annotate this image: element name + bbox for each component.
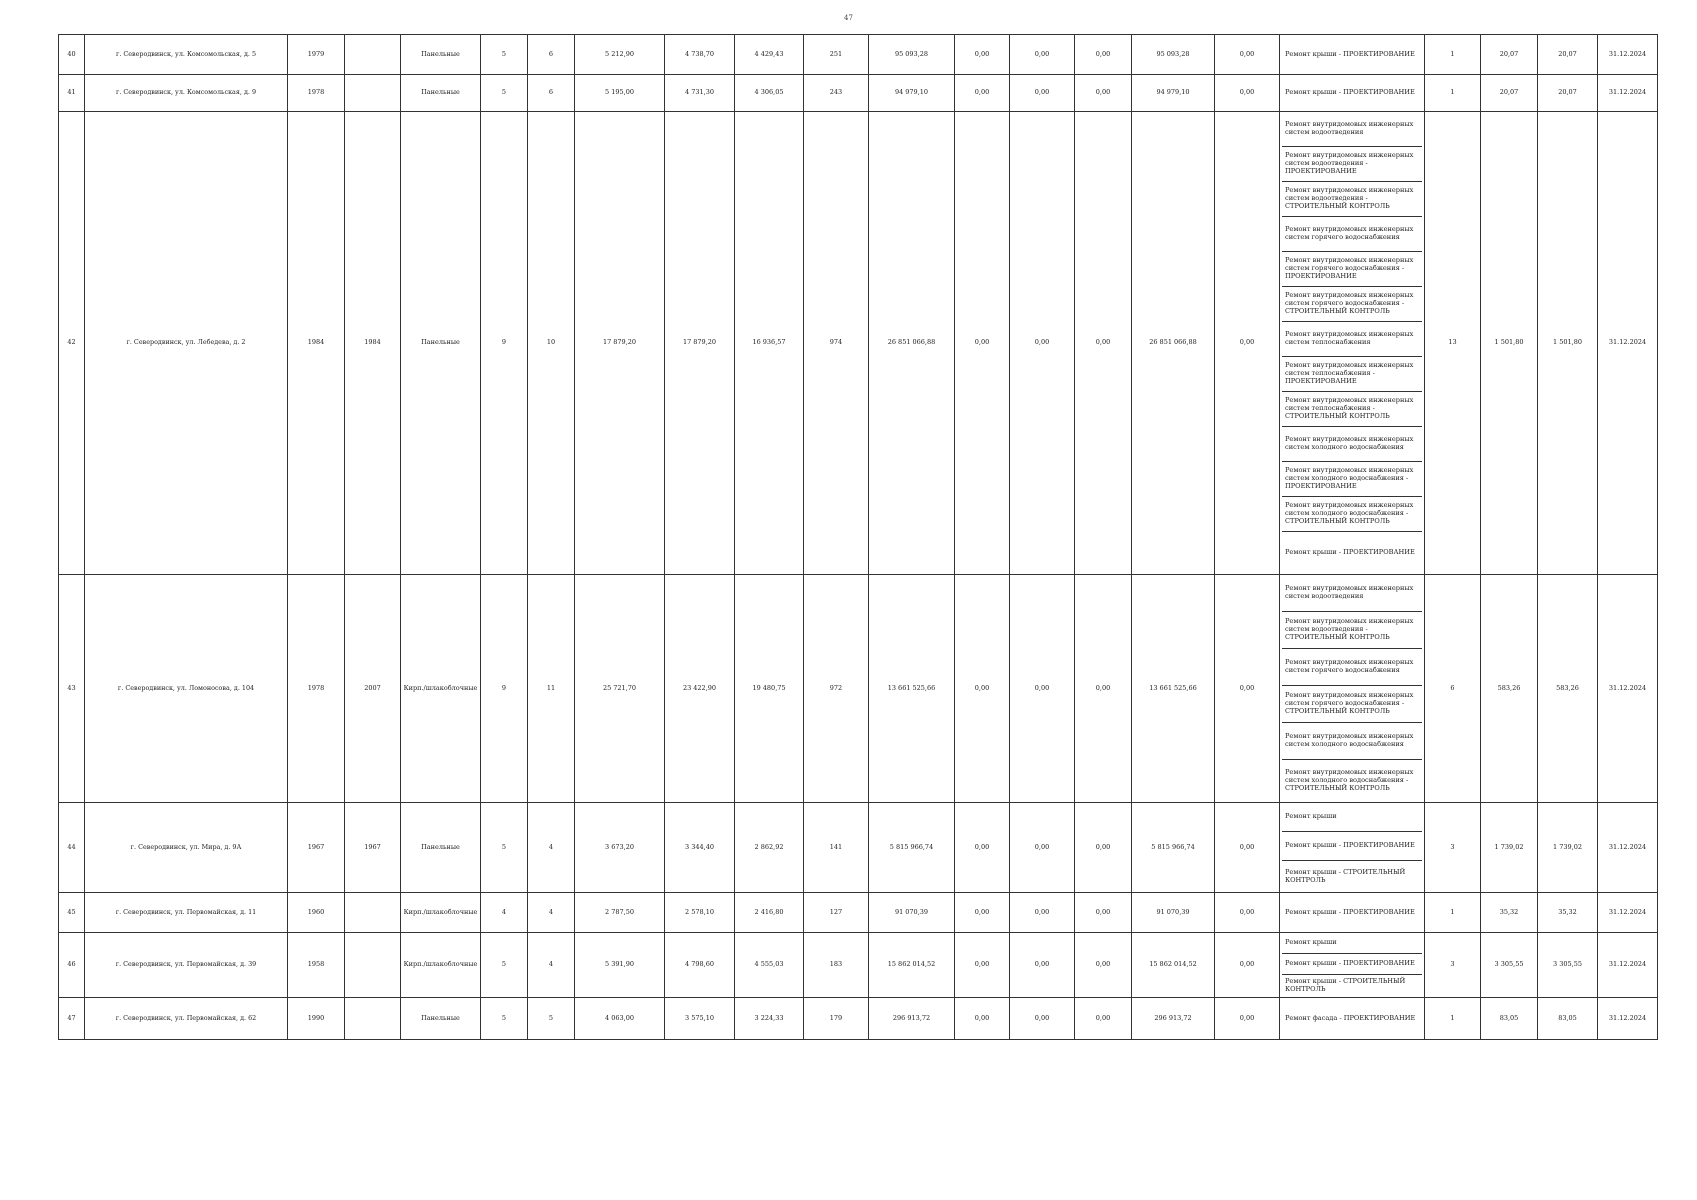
address-cell: г. Северодвинск, ул. Лебедева, д. 2	[85, 112, 288, 575]
cost-local-budget-cell: 0,00	[1075, 933, 1132, 998]
work-count-cell: 1	[1425, 75, 1481, 112]
work-item: Ремонт внутридомовых инженерных систем водоотведения - ПРОЕКТИРОВАНИЕ	[1282, 147, 1422, 182]
cost-region-budget-cell: 0,00	[1010, 803, 1075, 893]
work-count-cell: 1	[1425, 998, 1481, 1040]
cost-total-cell: 5 815 966,74	[869, 803, 955, 893]
work-item: Ремонт внутридомовых инженерных систем холодного водоснабжения - ПРОЕКТИРОВАНИЕ	[1282, 462, 1422, 497]
unit-cost-cell: 20,07	[1481, 75, 1538, 112]
residents-cell: 141	[804, 803, 869, 893]
cost-fund-cell: 0,00	[955, 75, 1010, 112]
area-living-cell: 2 578,10	[665, 893, 735, 933]
table-row	[59, 575, 1658, 803]
year-built-cell: 1990	[288, 998, 345, 1040]
row-number: 47	[59, 998, 85, 1040]
year-built-cell: 1979	[288, 35, 345, 75]
row-number: 41	[59, 75, 85, 112]
cost-other-cell: 0,00	[1215, 575, 1280, 803]
works-cell	[1280, 575, 1425, 803]
deadline-cell: 31.12.2024	[1598, 998, 1658, 1040]
unit-cost-cell: 1 739,02	[1481, 803, 1538, 893]
work-item: Ремонт внутридомовых инженерных систем холодного водоснабжения - СТРОИТЕЛЬНЫЙ КОНТРОЛЬ	[1282, 497, 1422, 532]
cost-region-budget-cell: 0,00	[1010, 998, 1075, 1040]
address-cell: г. Северодвинск, ул. Первомайская, д. 11	[85, 893, 288, 933]
area-owned-cell: 3 224,33	[735, 998, 804, 1040]
row-number: 45	[59, 893, 85, 933]
cost-other-cell: 0,00	[1215, 35, 1280, 75]
year-built-cell: 1960	[288, 893, 345, 933]
address-cell: г. Северодвинск, ул. Комсомольская, д. 5	[85, 35, 288, 75]
work-item: Ремонт внутридомовых инженерных систем теплоснабжения - СТРОИТЕЛЬНЫЙ КОНТРОЛЬ	[1282, 392, 1422, 427]
works-cell	[1280, 893, 1425, 933]
cost-local-budget-cell: 0,00	[1075, 575, 1132, 803]
year-reconstruction-cell: 1967	[345, 803, 401, 893]
table-row	[59, 998, 1658, 1040]
cost-owners-cell: 91 070,39	[1132, 893, 1215, 933]
area-living-cell: 4 798,60	[665, 933, 735, 998]
wall-material-cell: Панельные	[401, 803, 481, 893]
row-number: 42	[59, 112, 85, 575]
entrances-cell: 11	[528, 575, 575, 803]
cost-other-cell: 0,00	[1215, 998, 1280, 1040]
work-count-cell: 1	[1425, 35, 1481, 75]
work-count-cell: 13	[1425, 112, 1481, 575]
floors-cell: 5	[481, 998, 528, 1040]
floors-cell: 4	[481, 893, 528, 933]
residents-cell: 974	[804, 112, 869, 575]
address-cell: г. Северодвинск, ул. Первомайская, д. 62	[85, 998, 288, 1040]
work-count-cell: 3	[1425, 933, 1481, 998]
table-row	[59, 75, 1658, 112]
entrances-cell: 4	[528, 893, 575, 933]
wall-material-cell: Кирп./шлакоблочные	[401, 933, 481, 998]
max-unit-cost-cell: 583,26	[1538, 575, 1598, 803]
cost-fund-cell: 0,00	[955, 112, 1010, 575]
wall-material-cell: Панельные	[401, 35, 481, 75]
table-row	[59, 803, 1658, 893]
year-built-cell: 1967	[288, 803, 345, 893]
work-count-cell: 3	[1425, 803, 1481, 893]
max-unit-cost-cell: 1 501,80	[1538, 112, 1598, 575]
work-item: Ремонт внутридомовых инженерных систем водоотведения	[1282, 112, 1422, 147]
area-total-cell: 5 212,90	[575, 35, 665, 75]
unit-cost-cell: 83,05	[1481, 998, 1538, 1040]
floors-cell: 9	[481, 575, 528, 803]
wall-material-cell: Кирп./шлакоблочные	[401, 893, 481, 933]
year-built-cell: 1958	[288, 933, 345, 998]
max-unit-cost-cell: 20,07	[1538, 75, 1598, 112]
area-total-cell: 3 673,20	[575, 803, 665, 893]
cost-local-budget-cell: 0,00	[1075, 803, 1132, 893]
entrances-cell: 5	[528, 998, 575, 1040]
deadline-cell: 31.12.2024	[1598, 803, 1658, 893]
work-item: Ремонт внутридомовых инженерных систем горячего водоснабжения - СТРОИТЕЛЬНЫЙ КОНТРОЛЬ	[1282, 686, 1422, 723]
max-unit-cost-cell: 3 305,55	[1538, 933, 1598, 998]
area-owned-cell: 16 936,57	[735, 112, 804, 575]
work-item: Ремонт внутридомовых инженерных систем холодного водоснабжения	[1282, 723, 1422, 760]
residents-cell: 243	[804, 75, 869, 112]
works-cell	[1280, 933, 1425, 998]
residents-cell: 179	[804, 998, 869, 1040]
works-cell	[1280, 112, 1425, 575]
deadline-cell: 31.12.2024	[1598, 75, 1658, 112]
year-built-cell: 1978	[288, 75, 345, 112]
works-cell	[1280, 998, 1425, 1040]
work-item: Ремонт внутридомовых инженерных систем холодного водоснабжения - СТРОИТЕЛЬНЫЙ КОНТРОЛЬ	[1285, 768, 1414, 792]
work-item: Ремонт внутридомовых инженерных систем горячего водоснабжения	[1282, 217, 1422, 252]
work-item: Ремонт внутридомовых инженерных систем теплоснабжения - ПРОЕКТИРОВАНИЕ	[1282, 357, 1422, 392]
cost-fund-cell: 0,00	[955, 575, 1010, 803]
entrances-cell: 6	[528, 75, 575, 112]
address-cell: г. Северодвинск, ул. Ломоносова, д. 104	[85, 575, 288, 803]
area-owned-cell: 4 555,03	[735, 933, 804, 998]
area-living-cell: 17 879,20	[665, 112, 735, 575]
work-item: Ремонт крыши	[1282, 933, 1422, 954]
cost-total-cell: 95 093,28	[869, 35, 955, 75]
cost-local-budget-cell: 0,00	[1075, 35, 1132, 75]
floors-cell: 5	[481, 35, 528, 75]
area-living-cell: 23 422,90	[665, 575, 735, 803]
address-cell: г. Северодвинск, ул. Мира, д. 9А	[85, 803, 288, 893]
unit-cost-cell: 20,07	[1481, 35, 1538, 75]
work-item: Ремонт внутридомовых инженерных систем водоотведения	[1282, 575, 1422, 612]
area-owned-cell: 19 480,75	[735, 575, 804, 803]
deadline-cell: 31.12.2024	[1598, 893, 1658, 933]
works-cell	[1280, 803, 1425, 893]
year-reconstruction-cell: 1984	[345, 112, 401, 575]
table-row	[59, 893, 1658, 933]
row-number: 40	[59, 35, 85, 75]
deadline-cell: 31.12.2024	[1598, 575, 1658, 803]
cost-total-cell: 94 979,10	[869, 75, 955, 112]
cost-local-budget-cell: 0,00	[1075, 75, 1132, 112]
wall-material-cell: Панельные	[401, 112, 481, 575]
table-row	[59, 35, 1658, 75]
cost-local-budget-cell: 0,00	[1075, 112, 1132, 575]
area-owned-cell: 2 416,80	[735, 893, 804, 933]
area-living-cell: 3 575,10	[665, 998, 735, 1040]
deadline-cell: 31.12.2024	[1598, 112, 1658, 575]
cost-total-cell: 13 661 525,66	[869, 575, 955, 803]
max-unit-cost-cell: 83,05	[1538, 998, 1598, 1040]
year-reconstruction-cell	[345, 998, 401, 1040]
entrances-cell: 10	[528, 112, 575, 575]
row-number: 43	[59, 575, 85, 803]
cost-local-budget-cell: 0,00	[1075, 998, 1132, 1040]
area-owned-cell: 4 429,43	[735, 35, 804, 75]
floors-cell: 5	[481, 75, 528, 112]
cost-owners-cell: 13 661 525,66	[1132, 575, 1215, 803]
cost-other-cell: 0,00	[1215, 893, 1280, 933]
work-item: Ремонт крыши - СТРОИТЕЛЬНЫЙ КОНТРОЛЬ	[1285, 977, 1406, 993]
cost-region-budget-cell: 0,00	[1010, 575, 1075, 803]
work-item: Ремонт крыши	[1282, 803, 1422, 832]
page-number: 47	[844, 14, 853, 22]
work-item: Ремонт внутридомовых инженерных систем водоотведения - СТРОИТЕЛЬНЫЙ КОНТРОЛЬ	[1282, 612, 1422, 649]
area-total-cell: 2 787,50	[575, 893, 665, 933]
work-count-cell: 6	[1425, 575, 1481, 803]
cost-other-cell: 0,00	[1215, 75, 1280, 112]
residents-cell: 251	[804, 35, 869, 75]
year-reconstruction-cell	[345, 75, 401, 112]
area-total-cell: 4 063,00	[575, 998, 665, 1040]
max-unit-cost-cell: 20,07	[1538, 35, 1598, 75]
work-item: Ремонт внутридомовых инженерных систем горячего водоснабжения - ПРОЕКТИРОВАНИЕ	[1282, 252, 1422, 287]
cost-owners-cell: 94 979,10	[1132, 75, 1215, 112]
work-item: Ремонт внутридомовых инженерных систем водоотведения - СТРОИТЕЛЬНЫЙ КОНТРОЛЬ	[1282, 182, 1422, 217]
area-total-cell: 25 721,70	[575, 575, 665, 803]
work-count-cell: 1	[1425, 893, 1481, 933]
cost-fund-cell: 0,00	[955, 998, 1010, 1040]
cost-total-cell: 26 851 066,88	[869, 112, 955, 575]
work-item: Ремонт внутридомовых инженерных систем горячего водоснабжения - СТРОИТЕЛЬНЫЙ КОНТРОЛЬ	[1282, 287, 1422, 322]
row-number: 46	[59, 933, 85, 998]
cost-fund-cell: 0,00	[955, 933, 1010, 998]
year-reconstruction-cell	[345, 933, 401, 998]
cost-fund-cell: 0,00	[955, 803, 1010, 893]
address-cell: г. Северодвинск, ул. Первомайская, д. 39	[85, 933, 288, 998]
cost-region-budget-cell: 0,00	[1010, 933, 1075, 998]
year-reconstruction-cell	[345, 893, 401, 933]
cost-owners-cell: 296 913,72	[1132, 998, 1215, 1040]
floors-cell: 5	[481, 933, 528, 998]
row-number: 44	[59, 803, 85, 893]
cost-region-budget-cell: 0,00	[1010, 893, 1075, 933]
cost-owners-cell: 95 093,28	[1132, 35, 1215, 75]
residents-cell: 127	[804, 893, 869, 933]
cost-owners-cell: 15 862 014,52	[1132, 933, 1215, 998]
cost-owners-cell: 26 851 066,88	[1132, 112, 1215, 575]
cost-total-cell: 15 862 014,52	[869, 933, 955, 998]
table-row	[59, 933, 1658, 998]
work-item: Ремонт крыши - ПРОЕКТИРОВАНИЕ	[1285, 907, 1415, 916]
cost-local-budget-cell: 0,00	[1075, 893, 1132, 933]
area-owned-cell: 4 306,05	[735, 75, 804, 112]
year-built-cell: 1984	[288, 112, 345, 575]
works-cell	[1280, 75, 1425, 112]
work-item: Ремонт фасада - ПРОЕКТИРОВАНИЕ	[1285, 1013, 1416, 1022]
deadline-cell: 31.12.2024	[1598, 933, 1658, 998]
work-item: Ремонт внутридомовых инженерных систем холодного водоснабжения	[1282, 427, 1422, 462]
work-item: Ремонт крыши - СТРОИТЕЛЬНЫЙ КОНТРОЛЬ	[1285, 867, 1406, 884]
area-total-cell: 5 195,00	[575, 75, 665, 112]
floors-cell: 5	[481, 803, 528, 893]
work-item: Ремонт внутридомовых инженерных систем теплоснабжения	[1282, 322, 1422, 357]
work-item: Ремонт крыши - ПРОЕКТИРОВАНИЕ	[1282, 832, 1422, 861]
cost-fund-cell: 0,00	[955, 35, 1010, 75]
unit-cost-cell: 3 305,55	[1481, 933, 1538, 998]
entrances-cell: 6	[528, 35, 575, 75]
work-item: Ремонт крыши - ПРОЕКТИРОВАНИЕ	[1285, 88, 1415, 97]
work-item: Ремонт крыши - ПРОЕКТИРОВАНИЕ	[1285, 548, 1415, 557]
entrances-cell: 4	[528, 933, 575, 998]
wall-material-cell: Панельные	[401, 75, 481, 112]
residents-cell: 183	[804, 933, 869, 998]
unit-cost-cell: 1 501,80	[1481, 112, 1538, 575]
work-item: Ремонт внутридомовых инженерных систем горячего водоснабжения	[1282, 649, 1422, 686]
area-living-cell: 4 738,70	[665, 35, 735, 75]
area-total-cell: 5 391,90	[575, 933, 665, 998]
wall-material-cell: Кирп./шлакоблочные	[401, 575, 481, 803]
cost-region-budget-cell: 0,00	[1010, 35, 1075, 75]
unit-cost-cell: 35,32	[1481, 893, 1538, 933]
repair-program-table	[58, 34, 1658, 1040]
deadline-cell: 31.12.2024	[1598, 35, 1658, 75]
year-built-cell: 1978	[288, 575, 345, 803]
cost-total-cell: 91 070,39	[869, 893, 955, 933]
work-item: Ремонт крыши - ПРОЕКТИРОВАНИЕ	[1282, 954, 1422, 975]
cost-fund-cell: 0,00	[955, 893, 1010, 933]
year-reconstruction-cell	[345, 35, 401, 75]
cost-other-cell: 0,00	[1215, 112, 1280, 575]
cost-owners-cell: 5 815 966,74	[1132, 803, 1215, 893]
residents-cell: 972	[804, 575, 869, 803]
area-total-cell: 17 879,20	[575, 112, 665, 575]
cost-other-cell: 0,00	[1215, 933, 1280, 998]
table-row	[59, 112, 1658, 575]
floors-cell: 9	[481, 112, 528, 575]
work-item: Ремонт крыши - ПРОЕКТИРОВАНИЕ	[1285, 49, 1415, 58]
area-owned-cell: 2 862,92	[735, 803, 804, 893]
works-cell	[1280, 35, 1425, 75]
unit-cost-cell: 583,26	[1481, 575, 1538, 803]
entrances-cell: 4	[528, 803, 575, 893]
area-living-cell: 3 344,40	[665, 803, 735, 893]
address-cell: г. Северодвинск, ул. Комсомольская, д. 9	[85, 75, 288, 112]
cost-other-cell: 0,00	[1215, 803, 1280, 893]
cost-region-budget-cell: 0,00	[1010, 112, 1075, 575]
cost-total-cell: 296 913,72	[869, 998, 955, 1040]
cost-region-budget-cell: 0,00	[1010, 75, 1075, 112]
wall-material-cell: Панельные	[401, 998, 481, 1040]
max-unit-cost-cell: 35,32	[1538, 893, 1598, 933]
area-living-cell: 4 731,30	[665, 75, 735, 112]
year-reconstruction-cell: 2007	[345, 575, 401, 803]
max-unit-cost-cell: 1 739,02	[1538, 803, 1598, 893]
